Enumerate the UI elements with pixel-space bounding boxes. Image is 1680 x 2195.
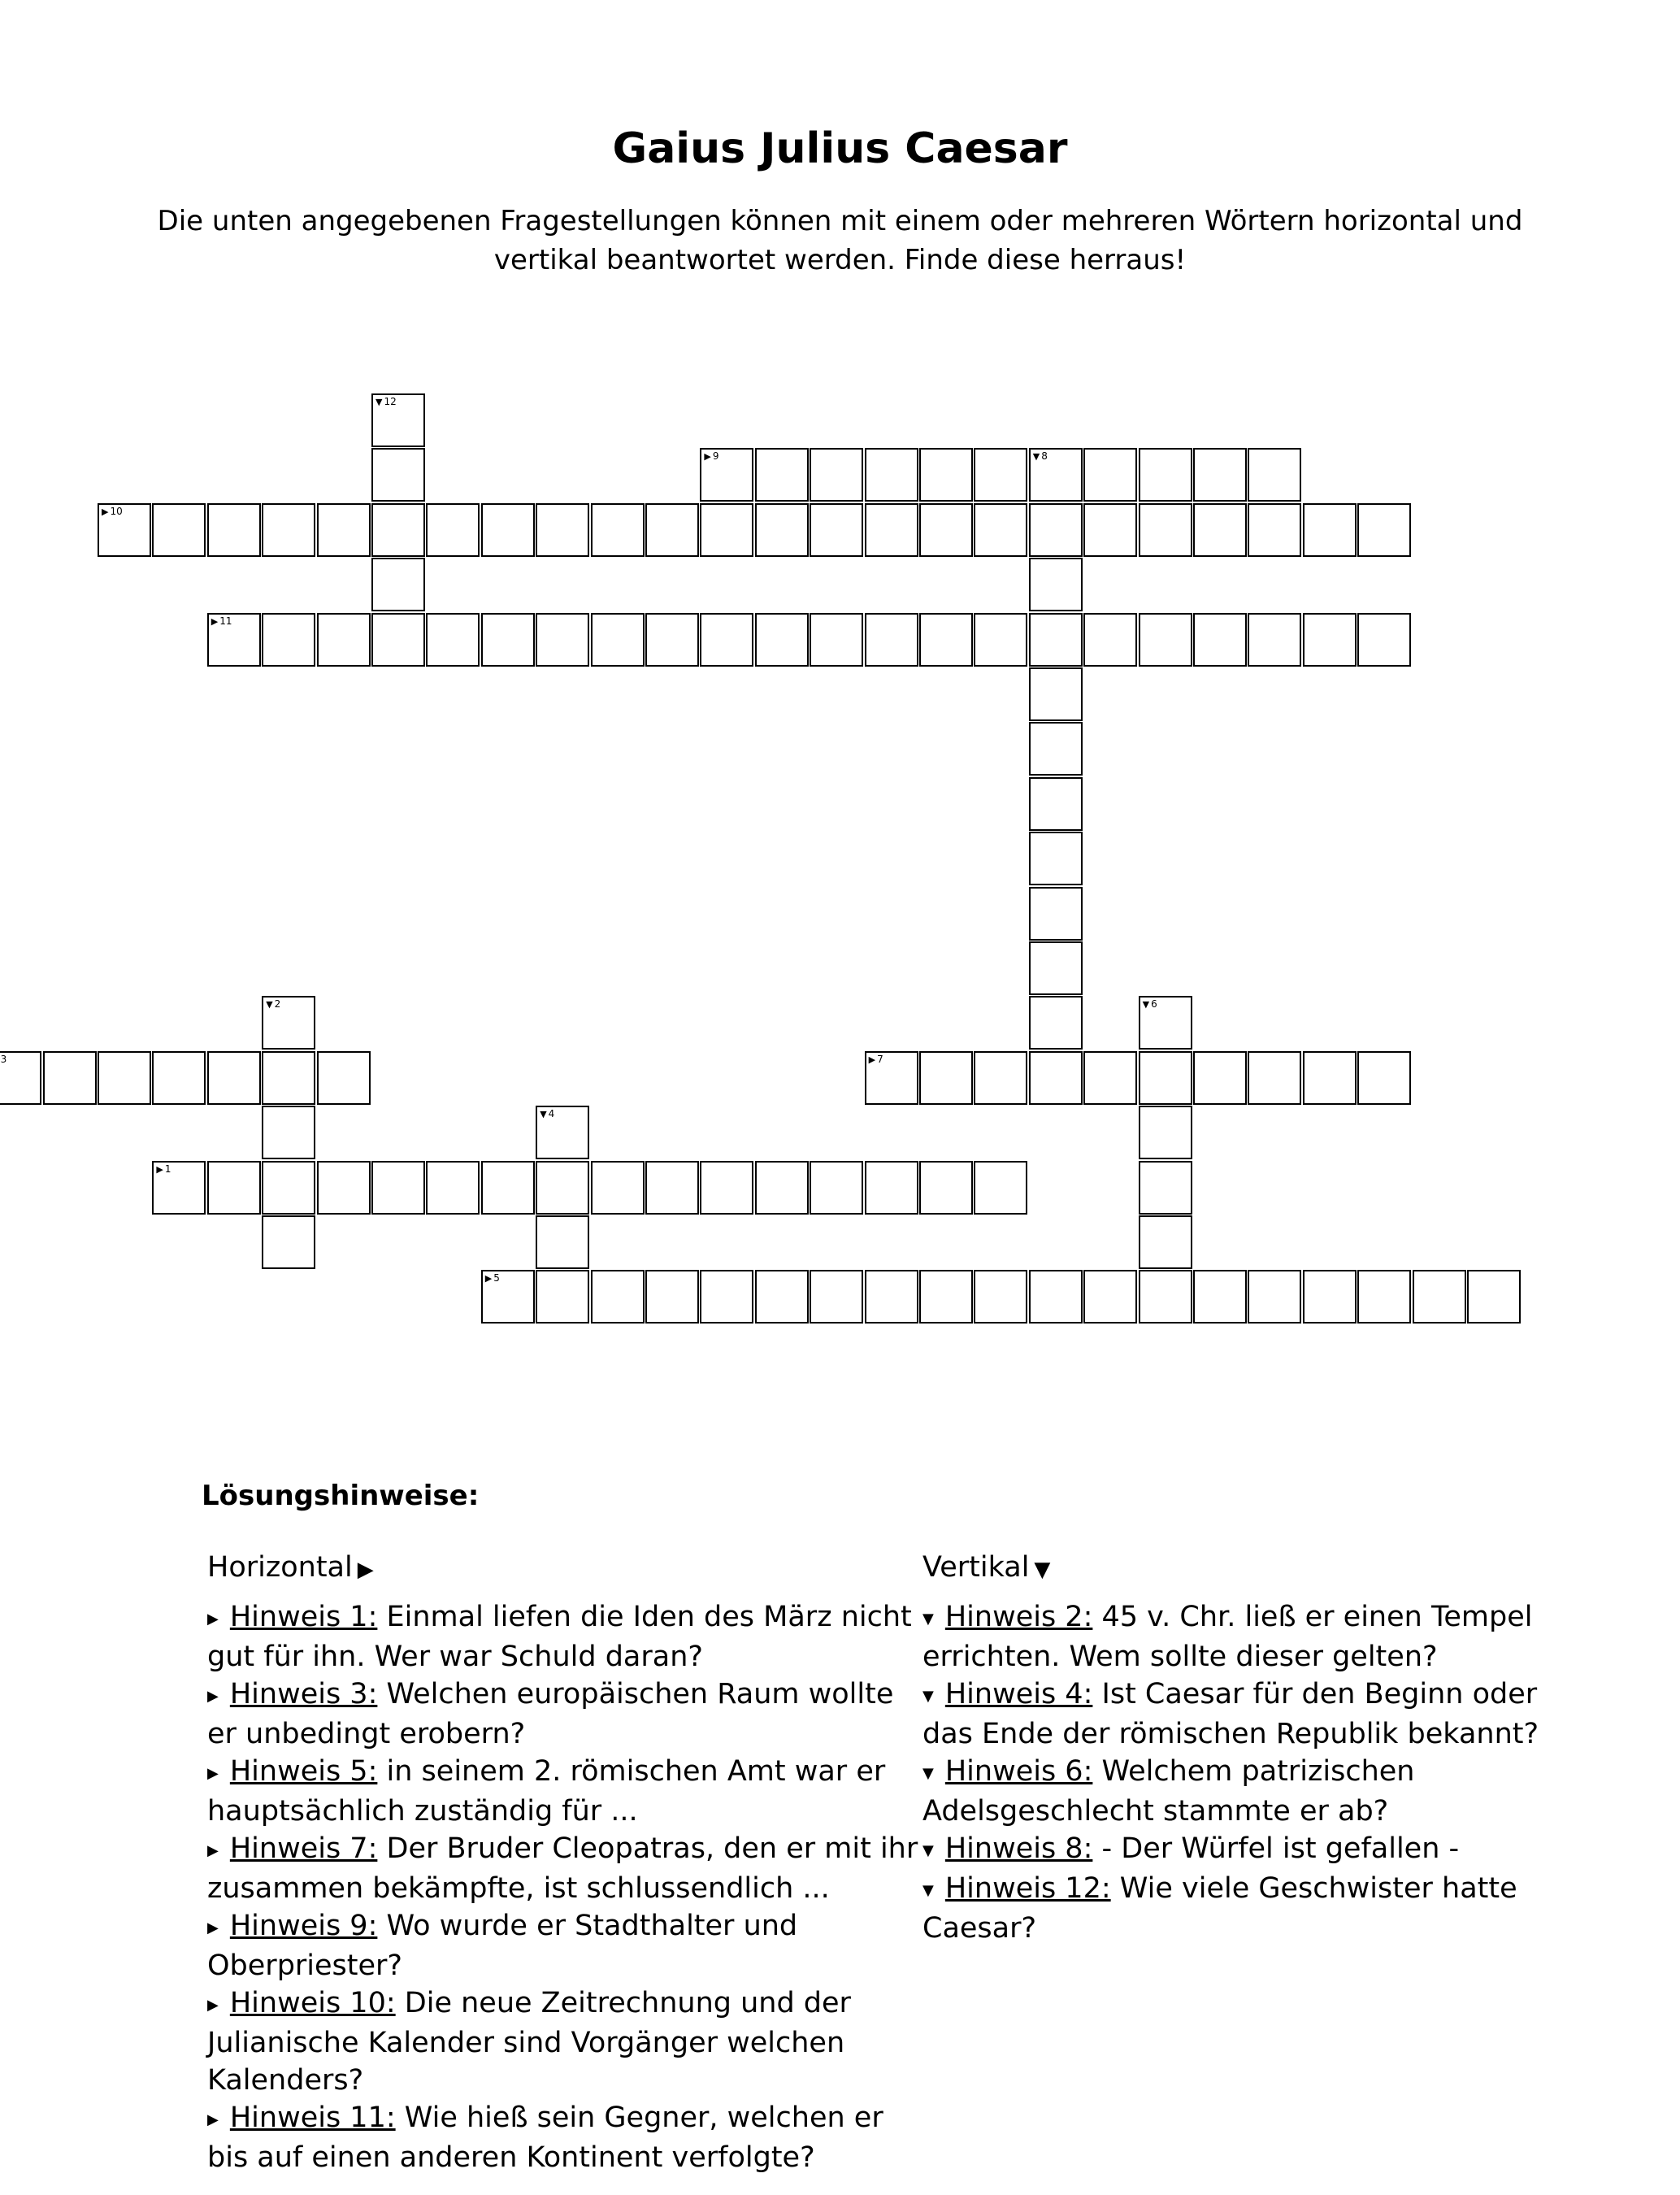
crossword-cell[interactable] [974,503,1027,557]
crossword-cell[interactable] [207,1051,261,1105]
clue-text: - Der Würfel ist gefallen - [1101,1832,1460,1865]
arrow-right-icon: ▶ [357,1558,374,1582]
crossword-cell[interactable] [1029,996,1083,1050]
horizontal-heading [207,1549,922,1589]
crossword-cell[interactable] [262,613,315,667]
crossword-cell[interactable] [1248,448,1301,502]
clue-number [376,396,397,408]
clue-label: Hinweis 1: [229,1601,378,1633]
crossword-cell[interactable] [1303,503,1357,557]
crossword-cell[interactable] [700,503,753,557]
crossword-cell[interactable] [371,393,425,447]
crossword-cell[interactable] [1083,1051,1137,1105]
arrow-down-icon: ▼ [540,1109,547,1120]
crossword-cell[interactable] [1029,1051,1083,1105]
clue-text: Ist Caesar für den Beginn oder das Ende der römischen Republik bekannt? [922,1678,1539,1750]
clue-text: Die neue Zeitrechnung und der Julianische Kalender sind Vorgänger welchen Kalenders? [207,1987,851,2097]
crossword-cell[interactable] [755,503,809,557]
clue-text: Der Bruder Cleopatras, den er mit ihr zusammen bekämpfte, ist schlussendlich ... [207,1832,918,1905]
crossword-cell[interactable] [919,448,973,502]
crossword-cell[interactable] [974,1161,1027,1215]
crossword-cell[interactable] [1303,1051,1357,1105]
clue-item [207,1907,922,1984]
clue-label: Hinweis 3: [229,1678,378,1710]
crossword-cell[interactable] [317,613,371,667]
crossword-cell[interactable] [1303,613,1357,667]
clue-number-text: 2 [274,998,281,1011]
crossword-cell[interactable] [536,1270,589,1324]
clue-label: Hinweis 4: [944,1678,1093,1710]
clue-item [922,1753,1573,1830]
crossword-cell[interactable] [371,448,425,502]
clue-number [1143,998,1157,1011]
clue-label: Hinweis 8: [944,1832,1093,1865]
crossword-cell[interactable] [262,1161,315,1215]
clue-text: 45 v. Chr. ließ er einen Tempel errichten. Wem sollte dieser gelten? [922,1601,1533,1673]
crossword-cell[interactable] [1193,613,1247,667]
crossword-cell[interactable] [1029,613,1083,667]
crossword-cell[interactable] [1193,448,1247,502]
crossword-cell[interactable] [1029,558,1083,611]
crossword-cell[interactable] [755,1161,809,1215]
crossword-cell[interactable] [919,503,973,557]
crossword-cell[interactable] [919,1051,973,1105]
clue-number-text: 4 [548,1108,555,1120]
crossword-cell[interactable] [1193,503,1247,557]
crossword-cell[interactable] [1413,1270,1466,1324]
crossword-cell[interactable] [426,1161,480,1215]
crossword-cell[interactable] [755,1270,809,1324]
crossword-cell[interactable] [1139,1051,1192,1105]
crossword-cell[interactable] [481,613,535,667]
clue-text: Wie viele Geschwister hatte Caesar? [922,1872,1517,1945]
arrow-right-icon: ▶ [207,1997,219,2014]
horizontal-clue-list [207,1598,922,2176]
crossword-cell[interactable] [152,1051,206,1105]
crossword-cell[interactable] [1083,1270,1137,1324]
crossword-cell[interactable] [591,503,645,557]
arrow-right-icon: ▶ [211,615,219,627]
crossword-cell[interactable] [645,1161,699,1215]
crossword-cell[interactable] [43,1051,97,1105]
crossword-cell[interactable] [700,1161,753,1215]
crossword-cell[interactable] [865,1161,918,1215]
clue-number [540,1108,554,1120]
crossword-cell[interactable] [1139,1161,1192,1215]
clue-number [1033,450,1048,463]
clue-number-text: 11 [219,615,232,627]
crossword-cell[interactable] [152,503,206,557]
crossword-cell[interactable] [1248,613,1301,667]
crossword-cell[interactable] [426,503,480,557]
crossword-cell[interactable] [1248,1051,1301,1105]
clue-label: Hinweis 10: [229,1987,396,2019]
crossword-cell[interactable] [1083,503,1137,557]
crossword-cell[interactable] [1193,1270,1247,1324]
clue-item [922,1830,1573,1870]
clue-number [704,450,718,463]
clue-number-text: 5 [493,1272,500,1284]
crossword-cell[interactable] [645,1270,699,1324]
crossword-cell[interactable] [865,448,918,502]
crossword-cell[interactable] [810,613,863,667]
crossword-cell[interactable] [207,1161,261,1215]
crossword-cell[interactable] [810,503,863,557]
arrow-right-icon: ▶ [704,451,711,463]
clue-number [485,1272,500,1284]
clue-item [922,1598,1573,1676]
crossword-cell[interactable] [1139,996,1192,1050]
arrow-down-icon: ▼ [922,1610,934,1628]
arrow-right-icon: ▶ [868,1054,876,1065]
crossword-cell[interactable] [700,1270,753,1324]
horizontal-clues [207,1549,922,2176]
arrow-down-icon: ▼ [1142,999,1150,1011]
intro-text: Die unten angegebenen Fragestellungen können mit einem oder mehreren Wörtern horizontal und vertikal beantwortet werden. Finde diese herraus! [157,205,1523,276]
crossword-cell[interactable] [1083,613,1137,667]
crossword-cell[interactable] [1029,941,1083,995]
arrow-right-icon: ▶ [156,1163,163,1175]
arrow-down-icon: ▼ [922,1882,934,1899]
clue-label: Hinweis 9: [229,1910,378,1942]
clue-number [869,1054,883,1066]
crossword-cell[interactable] [1139,613,1192,667]
hints-heading: Lösungshinweise: [202,1480,480,1512]
crossword-cell[interactable] [865,1051,918,1105]
crossword-cell[interactable] [1029,1270,1083,1324]
crossword-cell[interactable] [371,503,425,557]
crossword-cell[interactable] [207,503,261,557]
crossword-cell[interactable] [1029,667,1083,721]
crossword-cell[interactable] [536,503,589,557]
crossword-cell[interactable] [645,503,699,557]
clue-number-text: 10 [110,505,123,517]
crossword-cell[interactable] [0,1051,41,1105]
crossword-cell[interactable] [810,1270,863,1324]
crossword-cell[interactable] [317,1161,371,1215]
crossword-cell[interactable] [426,613,480,667]
crossword-cell[interactable] [645,613,699,667]
clue-number-text: 9 [712,450,719,463]
crossword-cell[interactable] [207,613,261,667]
clue-item [207,1598,922,1676]
crossword-cell[interactable] [1139,1215,1192,1269]
arrow-down-icon: ▼ [1032,451,1040,463]
crossword-cell[interactable] [1029,887,1083,941]
crossword-cell[interactable] [1357,1051,1411,1105]
arrow-right-icon: ▶ [207,1842,219,1859]
arrow-down-icon: ▼ [922,1688,934,1705]
clue-number [0,1054,7,1066]
crossword-cell[interactable] [317,503,371,557]
crossword-cell[interactable] [700,613,753,667]
crossword-cell[interactable] [755,613,809,667]
crossword-cell[interactable] [755,448,809,502]
crossword-cell[interactable] [371,558,425,611]
crossword-cell[interactable] [98,1051,151,1105]
crossword-cell[interactable] [1029,832,1083,885]
clue-label: Hinweis 7: [229,1832,378,1865]
crossword-cell[interactable] [1139,1270,1192,1324]
clue-number-text: 7 [877,1053,883,1065]
clue-text: in seinem 2. römischen Amt war er hauptsächlich zuständig für ... [207,1755,886,1828]
crossword-cell[interactable] [1139,1106,1192,1159]
crossword-cell[interactable] [1357,1270,1411,1324]
crossword-cell[interactable] [1139,503,1192,557]
crossword-cell[interactable] [974,448,1027,502]
crossword-cell[interactable] [1029,503,1083,557]
crossword-cell[interactable] [974,1270,1027,1324]
clue-item [922,1870,1573,1947]
crossword-cell[interactable] [481,503,535,557]
crossword-cell[interactable] [810,1161,863,1215]
clue-text: Welchem patrizischen Adelsgeschlecht stammte er ab? [922,1755,1415,1828]
crossword-cell[interactable] [98,503,151,557]
clue-number-text: 12 [384,396,397,407]
crossword-cell[interactable] [536,1106,589,1159]
crossword-cell[interactable] [919,1270,973,1324]
clue-item [207,1753,922,1830]
crossword-cell[interactable] [262,1106,315,1159]
crossword-cell[interactable] [536,1161,589,1215]
crossword-cell[interactable] [1357,613,1411,667]
crossword-cell[interactable] [536,1215,589,1269]
crossword-cell[interactable] [262,1215,315,1269]
arrow-right-icon: ▶ [207,2111,219,2128]
clue-number [211,615,232,628]
crossword-cell[interactable] [1083,448,1137,502]
crossword-cell[interactable] [262,503,315,557]
crossword-cell[interactable] [1248,503,1301,557]
crossword-cell[interactable] [1029,777,1083,831]
clue-number-text: 6 [1151,998,1157,1011]
clue-number [266,998,280,1011]
clue-text: Welchen europäischen Raum wollte er unbedingt erobern? [207,1678,894,1750]
crossword-cell[interactable] [1139,448,1192,502]
crossword-cell[interactable] [591,613,645,667]
clue-item [207,1984,922,2099]
clue-text: Wo wurde er Stadthalter und Oberpriester? [207,1910,798,1982]
clue-item [207,1676,922,1753]
crossword-cell[interactable] [919,613,973,667]
clue-text: Einmal liefen die Iden des März nicht gut für ihn. Wer war Schuld daran? [207,1601,912,1673]
crossword-cell[interactable] [974,1051,1027,1105]
arrow-right-icon: ▶ [207,1919,219,1936]
clue-number [156,1163,171,1176]
vertical-clue-list [922,1598,1573,1947]
crossword-cell[interactable] [1029,722,1083,776]
crossword-cell[interactable] [152,1161,206,1215]
crossword-cell[interactable] [536,613,589,667]
page-title: Gaius Julius Caesar [612,124,1068,173]
crossword-cell[interactable] [1193,1051,1247,1105]
crossword-cell[interactable] [591,1270,645,1324]
clue-item [207,1830,922,1907]
crossword-cell[interactable] [1303,1270,1357,1324]
arrow-right-icon: ▶ [207,1610,219,1628]
arrow-down-icon: ▼ [376,397,383,407]
arrow-down-icon: ▼ [922,1765,934,1782]
crossword-cell[interactable] [1357,503,1411,557]
vertical-label: Vertikal [922,1551,1030,1584]
clue-label: Hinweis 11: [229,2102,396,2134]
vertical-heading [922,1549,1573,1589]
clue-item [207,2099,922,2176]
clue-item [922,1676,1573,1753]
crossword-cell[interactable] [262,996,315,1050]
arrow-right-icon: ▶ [207,1688,219,1705]
clue-text: Wie hieß sein Gegner, welchen er bis auf einen anderen Kontinent verfolgte? [207,2102,883,2174]
crossword-cell[interactable] [810,448,863,502]
arrow-down-icon: ▼ [266,999,273,1011]
crossword-cell[interactable] [700,448,753,502]
vertical-clues [922,1549,1573,1947]
crossword-cell[interactable] [1248,1270,1301,1324]
crossword-cell[interactable] [865,613,918,667]
clue-label: Hinweis 6: [944,1755,1093,1788]
clue-label: Hinweis 12: [944,1872,1111,1905]
clue-label: Hinweis 2: [944,1601,1093,1633]
clue-number [102,506,123,518]
crossword-cell[interactable] [919,1161,973,1215]
arrow-down-icon: ▼ [1034,1558,1051,1582]
crossword-cell[interactable] [865,1270,918,1324]
crossword-cell[interactable] [591,1161,645,1215]
arrow-down-icon: ▼ [922,1842,934,1859]
horizontal-label: Horizontal [207,1551,353,1584]
crossword-cell[interactable] [1029,448,1083,502]
clue-label: Hinweis 5: [229,1755,378,1788]
clue-number-text: 8 [1041,450,1048,463]
crossword-cell[interactable] [481,1161,535,1215]
arrow-right-icon: ▶ [102,506,109,517]
crossword-cell[interactable] [371,613,425,667]
crossword-cell[interactable] [481,1270,535,1324]
crossword-cell[interactable] [371,1161,425,1215]
crossword-cell[interactable] [865,503,918,557]
arrow-right-icon: ▶ [207,1765,219,1782]
clue-number-text: 3 [0,1053,7,1065]
crossword-cell[interactable] [974,613,1027,667]
crossword-cell[interactable] [317,1051,371,1105]
clue-number-text: 1 [164,1163,171,1175]
crossword-cell[interactable] [1467,1270,1521,1324]
arrow-right-icon: ▶ [484,1273,493,1284]
crossword-cell[interactable] [262,1051,315,1105]
